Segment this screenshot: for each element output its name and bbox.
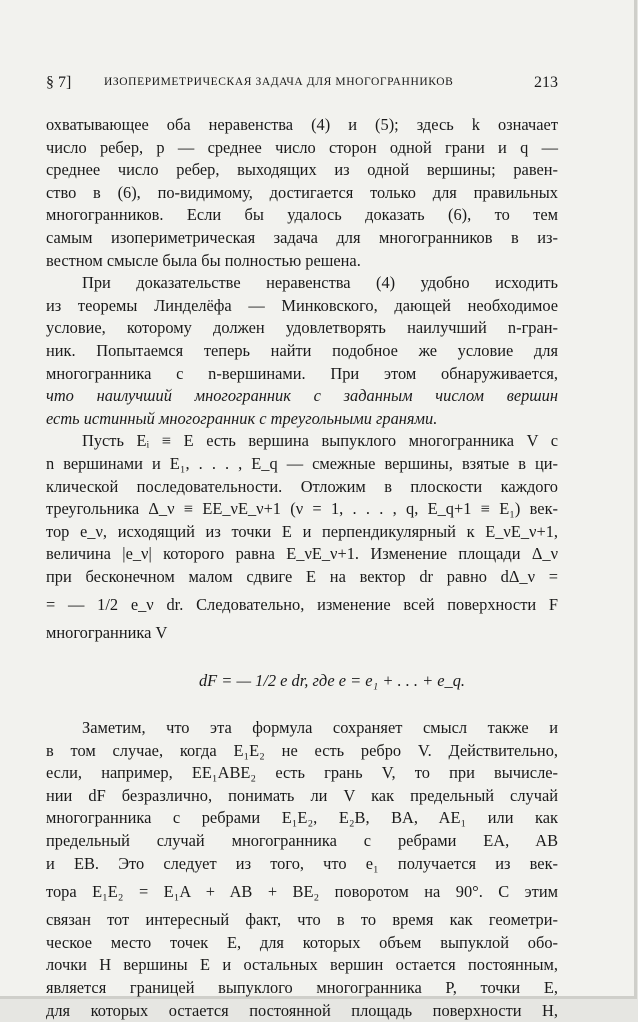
- text-line: тор e_ν, исходящий из точки E и перпендикулярный к E_νE_ν+1,: [46, 521, 558, 541]
- text-line: многогранника V: [46, 623, 168, 643]
- text-line: тора E₁E₂ = E₁A + AB + BE₂ поворотом на 90°. С этим: [46, 882, 558, 902]
- text-line: предельный случай многогранника с ребрами EA, AB: [46, 831, 558, 851]
- text-line: самым изопериметрическая задача для многогранников в из-: [46, 227, 558, 247]
- text-line: среднее число ребер, выходящих из одной вершины; равен-: [46, 160, 558, 180]
- text-line: является границей выпуклого многогранника P, точки E,: [46, 978, 558, 997]
- text-line: нии dF безразлично, понимать ли V как предельный случай: [46, 785, 558, 805]
- text-line: треугольника Δ_ν ≡ EE_νE_ν+1 (ν = 1, . . . , q, E_q+1 ≡ E₁) век-: [46, 499, 558, 519]
- text-line: лочки H вершины E и остальных вершин остается постоянным,: [46, 955, 558, 975]
- text-line: из теоремы Линделёфа — Минковского, дающей необходимое: [46, 295, 558, 315]
- header-section: § 7]: [46, 74, 72, 91]
- text-line: если, например, EE₁ABE₂ есть грань V, то при вычисле-: [46, 763, 558, 783]
- display-formula: dF = — 1/2 e dr, где e = e₁ + . . . + e_q.: [198, 671, 466, 691]
- text-line: многогранников. Если бы удалось доказать (6), то тем: [46, 205, 558, 225]
- text-line: и EB. Это следует из того, что e₁ получается из век-: [46, 853, 558, 873]
- text-line: n вершинами и E₁, . . . , E_q — смежные вершины, взятые в ци-: [46, 453, 558, 473]
- text-line: в том случае, когда E₁E₂ не есть ребро V. Действительно,: [46, 740, 558, 760]
- text-line: есть истинный многогранник с треугольными гранями.: [46, 408, 438, 428]
- text-line: величина |e_ν| которого равна E_νE_ν+1. Изменение площади Δ_ν: [46, 544, 558, 564]
- text-line: для которых остается постоянной площадь поверхности H,: [46, 1000, 558, 1020]
- text-line: Пусть Eᵢ ≡ E есть вершина выпуклого многогранника V с: [82, 431, 558, 451]
- text-line: клической последовательности. Отложим в плоскости каждого: [46, 476, 558, 496]
- text-line: ник. Попытаемся теперь найти подобное же условие для: [46, 340, 558, 360]
- text-line: охватывающее оба неравенства (4) и (5); здесь k означает: [46, 115, 558, 134]
- page-body: [46, 114, 558, 1022]
- text-line: При доказательстве неравенства (4) удобно исходить: [82, 273, 558, 293]
- text-line: многогранника с n-вершинами. При этом обнаруживается,: [46, 363, 558, 383]
- text-line: что наилучший многогранник с заданным числом вершин: [46, 386, 558, 406]
- text-line: ство в (6), по-видимому, достигается только для правильных: [46, 182, 558, 202]
- running-header: [46, 74, 558, 98]
- text-line: связан тот интересный факт, что в то время как геометри-: [46, 910, 558, 930]
- text-line: условие, которому должен удовлетворять наилучший n-гран-: [46, 318, 558, 338]
- text-line: = — 1/2 e_ν dr. Следовательно, изменение всей поверхности F: [46, 595, 558, 615]
- text-line: при бесконечном малом сдвиге E на вектор dr равно dΔ_ν =: [46, 566, 558, 586]
- header-title: ИЗОПЕРИМЕТРИЧЕСКАЯ ЗАДАЧА ДЛЯ МНОГОГРАННИКОВ: [104, 76, 454, 88]
- text-line: Заметим, что эта формула сохраняет смысл также и: [82, 718, 558, 738]
- text-line: число ребер, p — среднее число сторон одной грани и q —: [46, 137, 558, 157]
- text-line: многогранника с ребрами E₁E₂, E₂B, BA, AE₁ или как: [46, 808, 558, 828]
- text-line: вестном смысле была бы полностью решена.: [46, 250, 361, 270]
- text-line: ческое место точек E, для которых объем выпуклой обо-: [46, 932, 558, 952]
- page-number: 213: [534, 74, 558, 91]
